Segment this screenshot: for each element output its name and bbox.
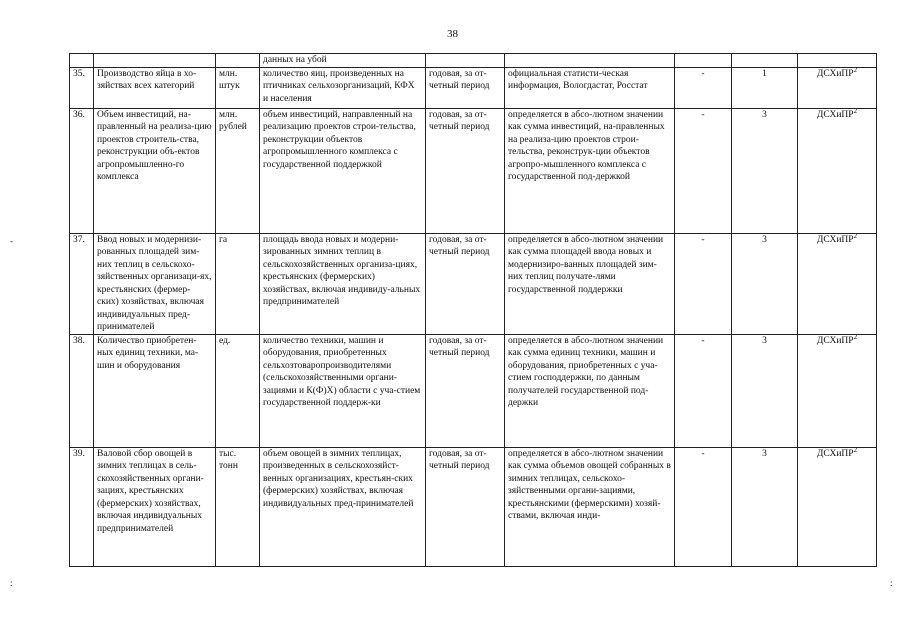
cell-method: определяется в абсо-лютном значении как сумма единиц техники, машин и оборудования, приобретенных с уча-стием господдержки, по данным получателей государственной под-держки bbox=[505, 334, 675, 447]
cell-target-value: 3 bbox=[732, 108, 798, 233]
cell-definition: данных на убой bbox=[260, 54, 426, 68]
cell-method: определяется в абсо-лютном значении как сумма площадей ввода новых и модернизиро-ванных площадей зим-них теплиц получате-лями государственной поддержки bbox=[505, 233, 675, 334]
cell-unit: ед. bbox=[216, 334, 260, 447]
table-row bbox=[70, 233, 877, 334]
cell-target-value: 3 bbox=[732, 334, 798, 447]
cell-name: Объем инвестиций, на-правленный на реализа-цию проектов строитель-ства, реконструкции объ-ектов агропромышленно-го комплекса bbox=[94, 108, 216, 233]
cell-number: 35. bbox=[70, 67, 94, 108]
cell-definition: объем овощей в зимних теплицах, произведенных в сельскохозяйст-венных организациях, крестьян-ских (фермерских) хозяйствах, включая индивидуальных пред-принимателей bbox=[260, 447, 426, 566]
cell-base-value: - bbox=[675, 108, 732, 233]
cell-number: 38. bbox=[70, 334, 94, 447]
cell-base-value: - bbox=[675, 334, 732, 447]
cell-responsible bbox=[798, 108, 877, 233]
footnote-marker: 2 bbox=[853, 233, 858, 240]
scan-mark: - bbox=[10, 236, 13, 246]
footnote-marker: 2 bbox=[853, 334, 858, 341]
cell-name: Количество приобретен-ных единиц техники, ма-шин и оборудования bbox=[94, 334, 216, 447]
table-row bbox=[70, 334, 877, 447]
cell-base-value: - bbox=[675, 447, 732, 566]
table-row bbox=[70, 67, 877, 108]
cell-definition: количество яиц, произведенных на птичниках сельхозорганизаций, КФХ и населения bbox=[260, 67, 426, 108]
table-row bbox=[70, 447, 877, 566]
cell-responsible bbox=[798, 54, 877, 68]
cell-target-value: 3 bbox=[732, 447, 798, 566]
responsible-label: ДСХиПР bbox=[816, 109, 854, 120]
cell-name: Валовой сбор овощей в зимних теплицах в сель-скохозяйственных органи-зациях, крестьянских (фермерских) хозяйствах, включая индивидуальных предпринимателей bbox=[94, 447, 216, 566]
table-body bbox=[70, 54, 877, 567]
cell-period: годовая, за от-четный период bbox=[426, 447, 505, 566]
indicators-table bbox=[69, 53, 877, 567]
scan-mark: : bbox=[10, 578, 13, 588]
responsible-label: ДСХиПР bbox=[816, 448, 854, 459]
cell-unit: тыс. тонн bbox=[216, 447, 260, 566]
cell-period: годовая, за от-четный период bbox=[426, 108, 505, 233]
cell-period: годовая, за от-четный период bbox=[426, 233, 505, 334]
responsible-label: ДСХиПР bbox=[816, 335, 854, 346]
responsible-label: ДСХиПР bbox=[816, 68, 854, 79]
scan-mark: : bbox=[890, 578, 893, 588]
responsible-label: ДСХиПР bbox=[816, 234, 854, 245]
cell-target-value bbox=[732, 54, 798, 68]
cell-unit: млн. штук bbox=[216, 67, 260, 108]
cell-target-value: 1 bbox=[732, 67, 798, 108]
cell-responsible bbox=[798, 67, 877, 108]
cell-unit bbox=[216, 54, 260, 68]
cell-unit: га bbox=[216, 233, 260, 334]
cell-responsible bbox=[798, 447, 877, 566]
footnote-marker: 2 bbox=[853, 108, 858, 115]
cell-name bbox=[94, 54, 216, 68]
cell-base-value: - bbox=[675, 67, 732, 108]
cell-period: годовая, за от-четный период bbox=[426, 334, 505, 447]
cell-method: определяется в абсо-лютном значении как сумма инвестиций, на-правленных на реализа-цию проектов строи-тельства, реконструк-ции объектов агропро-мышленного комплекса с государственной под-держкой bbox=[505, 108, 675, 233]
page-number: 38 bbox=[447, 28, 458, 40]
cell-number bbox=[70, 54, 94, 68]
cell-number: 37. bbox=[70, 233, 94, 334]
cell-responsible bbox=[798, 233, 877, 334]
cell-period bbox=[426, 54, 505, 68]
footnote-marker: 2 bbox=[853, 67, 858, 74]
cell-base-value: - bbox=[675, 233, 732, 334]
cell-method: определяется в абсо-лютном значении как сумма объемов овощей собранных в зимних теплицах, сельскохо-зяйственными органи-зациями, крестьянскими (фермерскими) хозяй-ствами, включая инди- bbox=[505, 447, 675, 566]
table-row-carry-over bbox=[70, 54, 877, 68]
footnote-marker: 2 bbox=[853, 447, 858, 454]
cell-responsible bbox=[798, 334, 877, 447]
cell-number: 39. bbox=[70, 447, 94, 566]
cell-definition: объем инвестиций, направленный на реализацию проектов строи-тельства, реконструкции объектов агропромышленного комплекса с государственной поддержкой bbox=[260, 108, 426, 233]
cell-name: Производство яйца в хо-зяйствах всех категорий bbox=[94, 67, 216, 108]
cell-definition: количество техники, машин и оборудования, приобретенных сельхозтоваропроизводителями (сельскохозяйственными органи-зациями и К(Ф)Х) области с уча-стием государственной поддерж-ки bbox=[260, 334, 426, 447]
table-row bbox=[70, 108, 877, 233]
cell-name: Ввод новых и модернизи-рованных площадей зим-них теплиц в сельскохо-зяйственных организаци-ях, крестьянских (фермер-ских) хозяйствах, включая индивидуальных пред-принимателей bbox=[94, 233, 216, 334]
cell-unit: млн. рублей bbox=[216, 108, 260, 233]
cell-definition: площадь ввода новых и модерни-зированных зимних теплиц в сельскохозяйственных организа-циях, крестьянских (фермерских) хозяйствах, включая индивиду-альных предпринимателей bbox=[260, 233, 426, 334]
cell-period: годовая, за от-четный период bbox=[426, 67, 505, 108]
cell-target-value: 3 bbox=[732, 233, 798, 334]
cell-method: официальная статисти-ческая информация, Вологдастат, Росстат bbox=[505, 67, 675, 108]
cell-number: 36. bbox=[70, 108, 94, 233]
cell-method bbox=[505, 54, 675, 68]
cell-base-value bbox=[675, 54, 732, 68]
